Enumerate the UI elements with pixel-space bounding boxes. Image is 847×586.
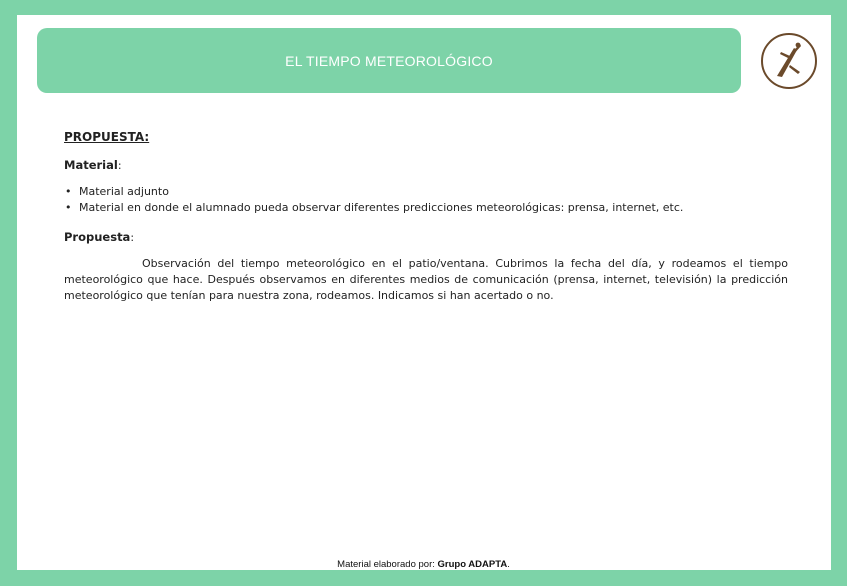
page-title: EL TIEMPO METEOROLÓGICO — [285, 52, 493, 69]
propuesta-label-row — [64, 230, 788, 244]
propuesta-paragraph: Observación del tiempo meteorológico en el patio/ventana. Cubrimos la fecha del día, y rodeamos el tiempo meteorológico que hace. Después observamos en diferentes medios de comunicación (prensa, internet, televisión) la predicción meteorológico que tenían para nuestra zona, rodeamos. Indicamos si han acertado o no. — [64, 257, 788, 302]
list-item: • Material en donde el alumnado pueda observar diferentes predicciones meteorológicas: prensa, internet, etc. — [64, 200, 788, 216]
footer-prefix: Material elaborado por: — [337, 559, 438, 570]
footer-group: Grupo ADAPTA — [437, 559, 508, 570]
section-heading: PROPUESTA: — [64, 130, 150, 144]
title-banner — [37, 28, 741, 93]
material-label-row — [64, 158, 788, 172]
material-label: Material — [64, 158, 118, 172]
footer-suffix: . — [507, 559, 510, 570]
material-list — [64, 184, 788, 216]
material-colon: : — [117, 159, 122, 172]
list-item: • Material adjunto — [64, 184, 788, 200]
footer-credit — [0, 559, 847, 570]
propuesta-label: Propuesta — [64, 230, 131, 244]
person-silhouette-circle-icon — [760, 32, 818, 90]
propuesta-colon: : — [130, 231, 135, 244]
proposal-content — [64, 130, 788, 304]
